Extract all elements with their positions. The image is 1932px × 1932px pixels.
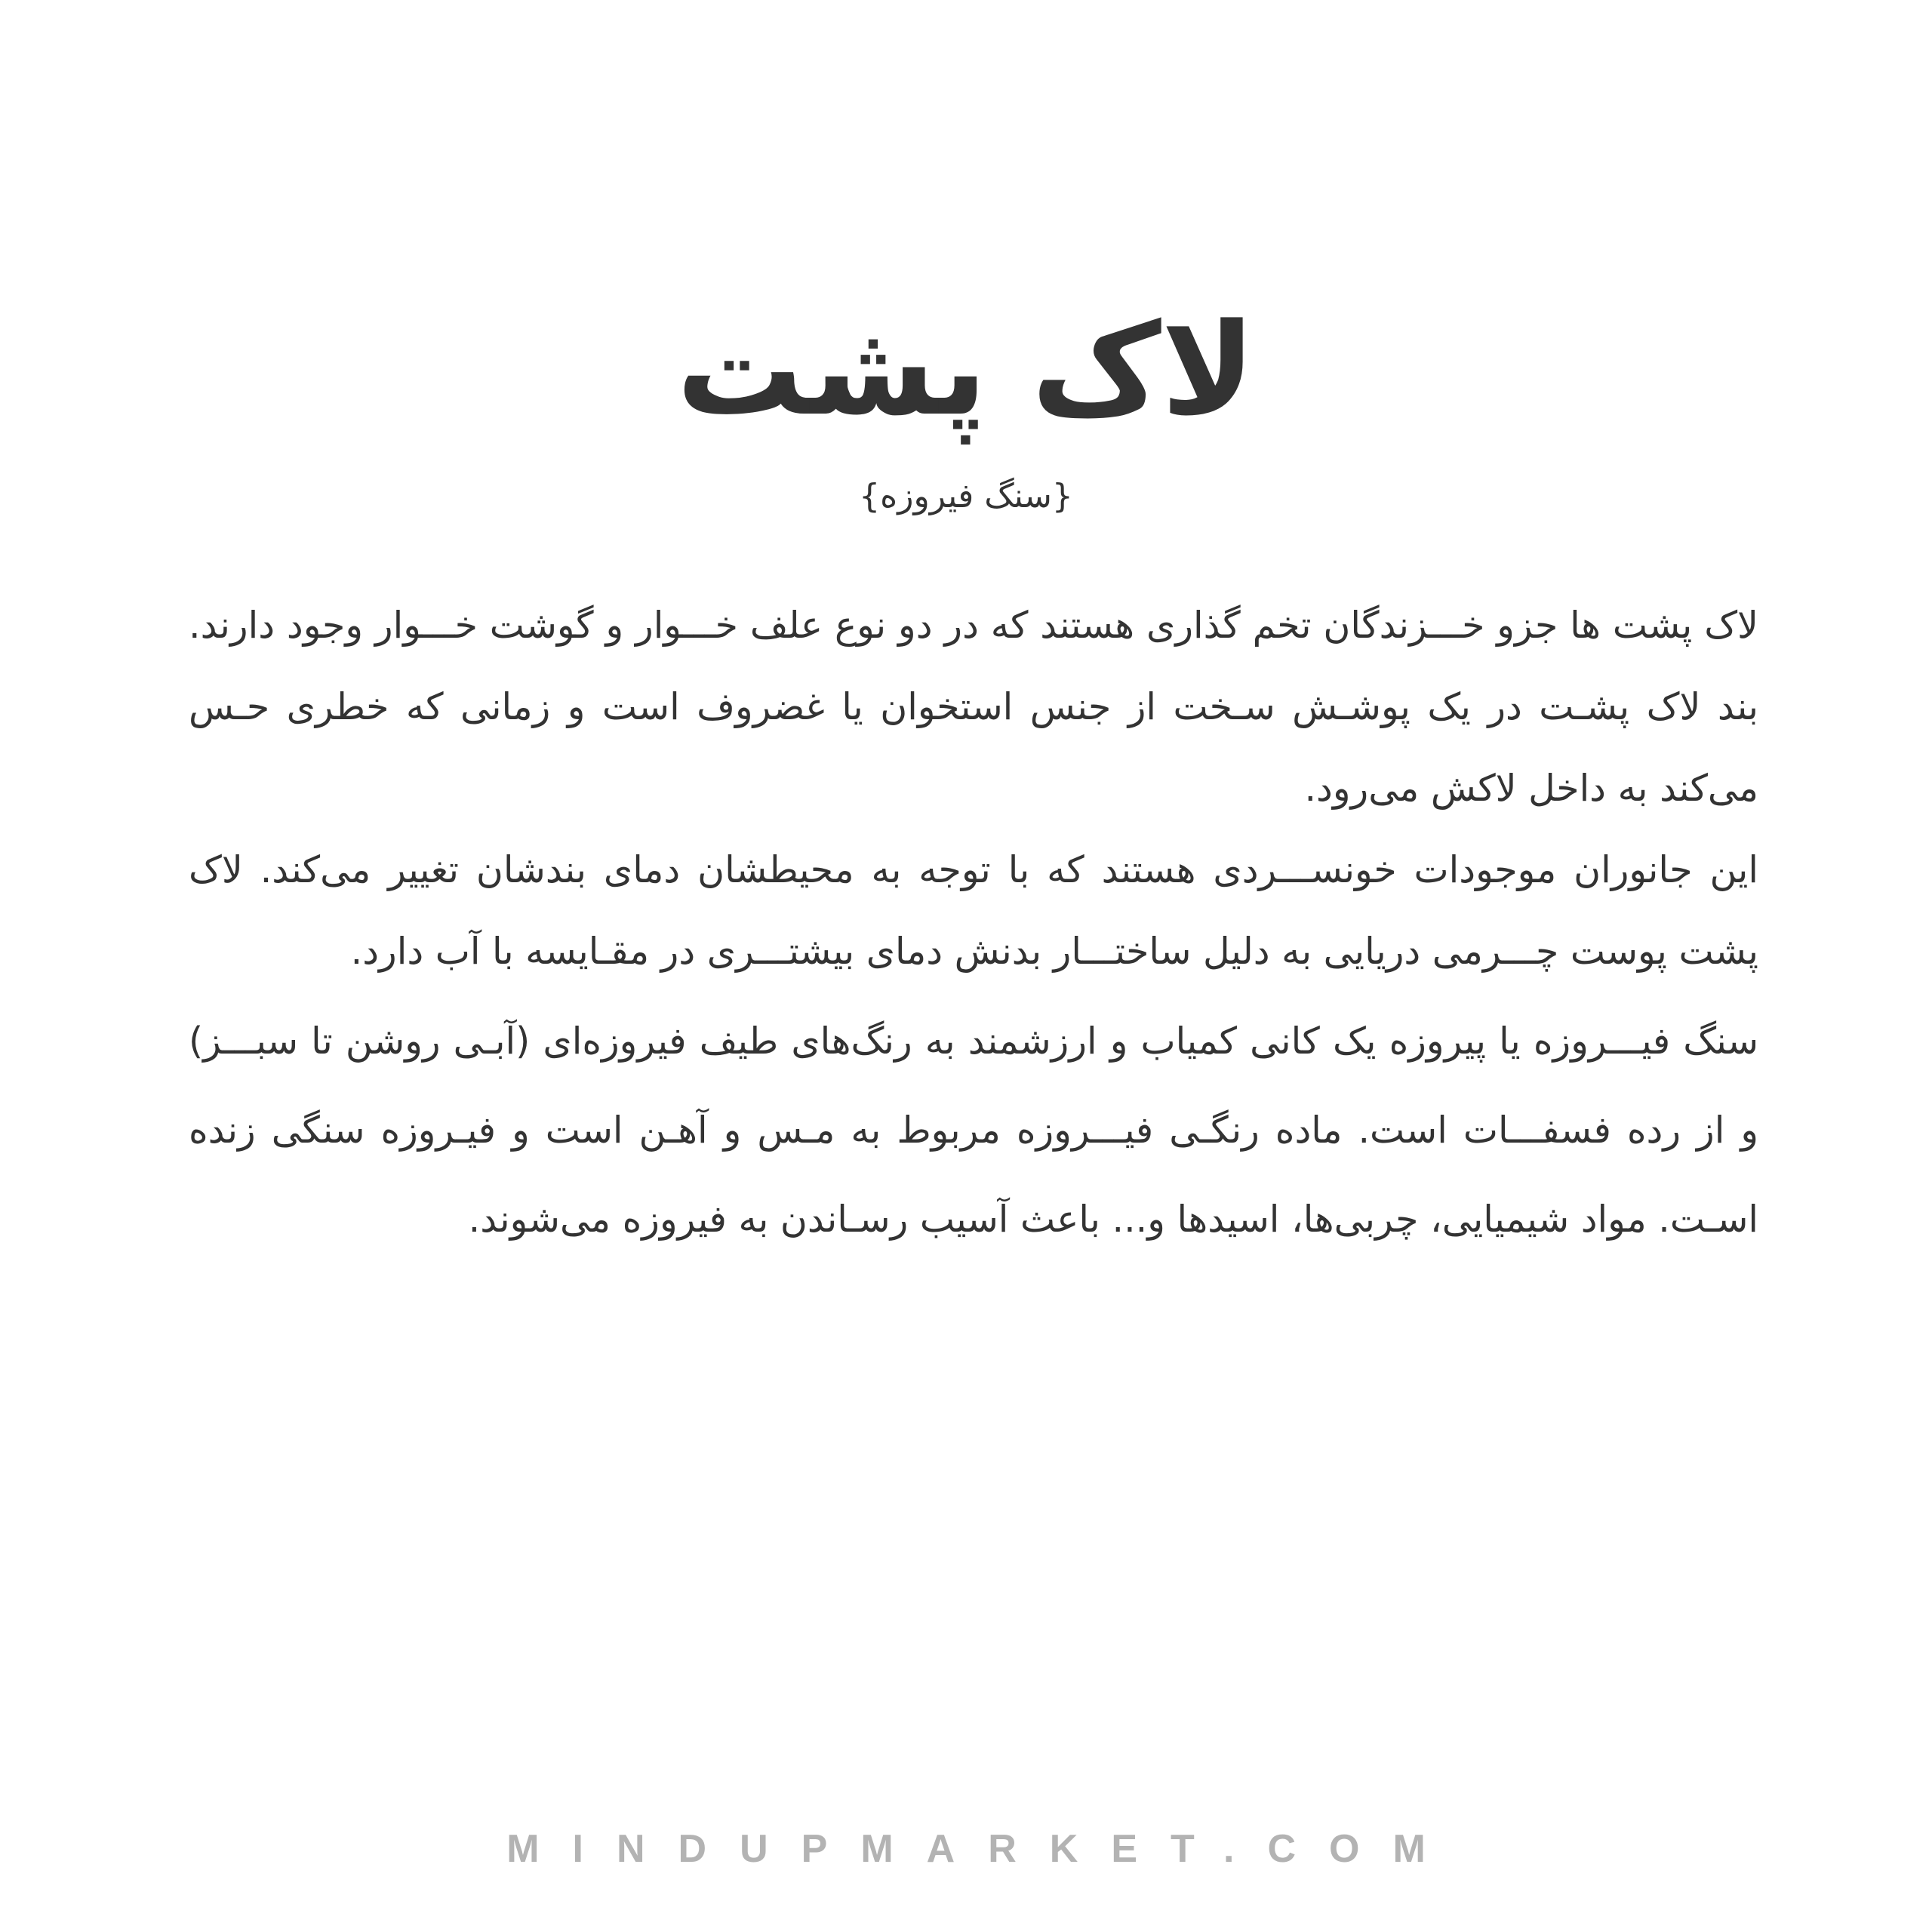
body-text xyxy=(189,585,1758,1264)
page-subtitle: {سنگ فیروزه} xyxy=(859,477,1073,515)
footer-website: MINDUPMARKET.COM xyxy=(506,1827,1459,1871)
paragraph-turquoise-stone: سنگ فیـــروزه یا پیروزه یک کانی کمیاب و ارزشمند به رنگ‌های طیف فیروزه‌ای (آبـی روشن تا سبـــز) و از رده فسفـــات است. ماده رنگـی فیـــروزه مربوط به مـس و آهـن است و فیـروزه سنگی زنده اسـت. مواد شیمیایی، چربی‌ها، اسیدها و... باعث آسیب رسـاندن به فیروزه می‌شوند. xyxy=(189,1020,1758,1241)
paragraph-turtle-intro: لاک پشت ها جزو خـــزندگان تخم گذاری هستند که در دو نوع علف خـــوار و گوشت خـــوار وجود دارند. بند لاک پشـت در یک پوشـش سـخت از جنس استخوان یا غضروف است و زمانی که خطری حـس می‌کند به داخل لاکش می‌رود. xyxy=(189,604,1758,810)
paragraph-turtle-temperature: این جانوران موجودات خونســـردی هستند که با توجه به محیطشان دمای بند‌شان تغییر می‌کند. لاک پشت پوست چـــرمی دریایی به دلیل ساختـــار بدنش دمای بیشتـــری در مقـایسه با آب دارد. xyxy=(189,848,1758,973)
page-title: لاک پشت xyxy=(676,296,1256,444)
